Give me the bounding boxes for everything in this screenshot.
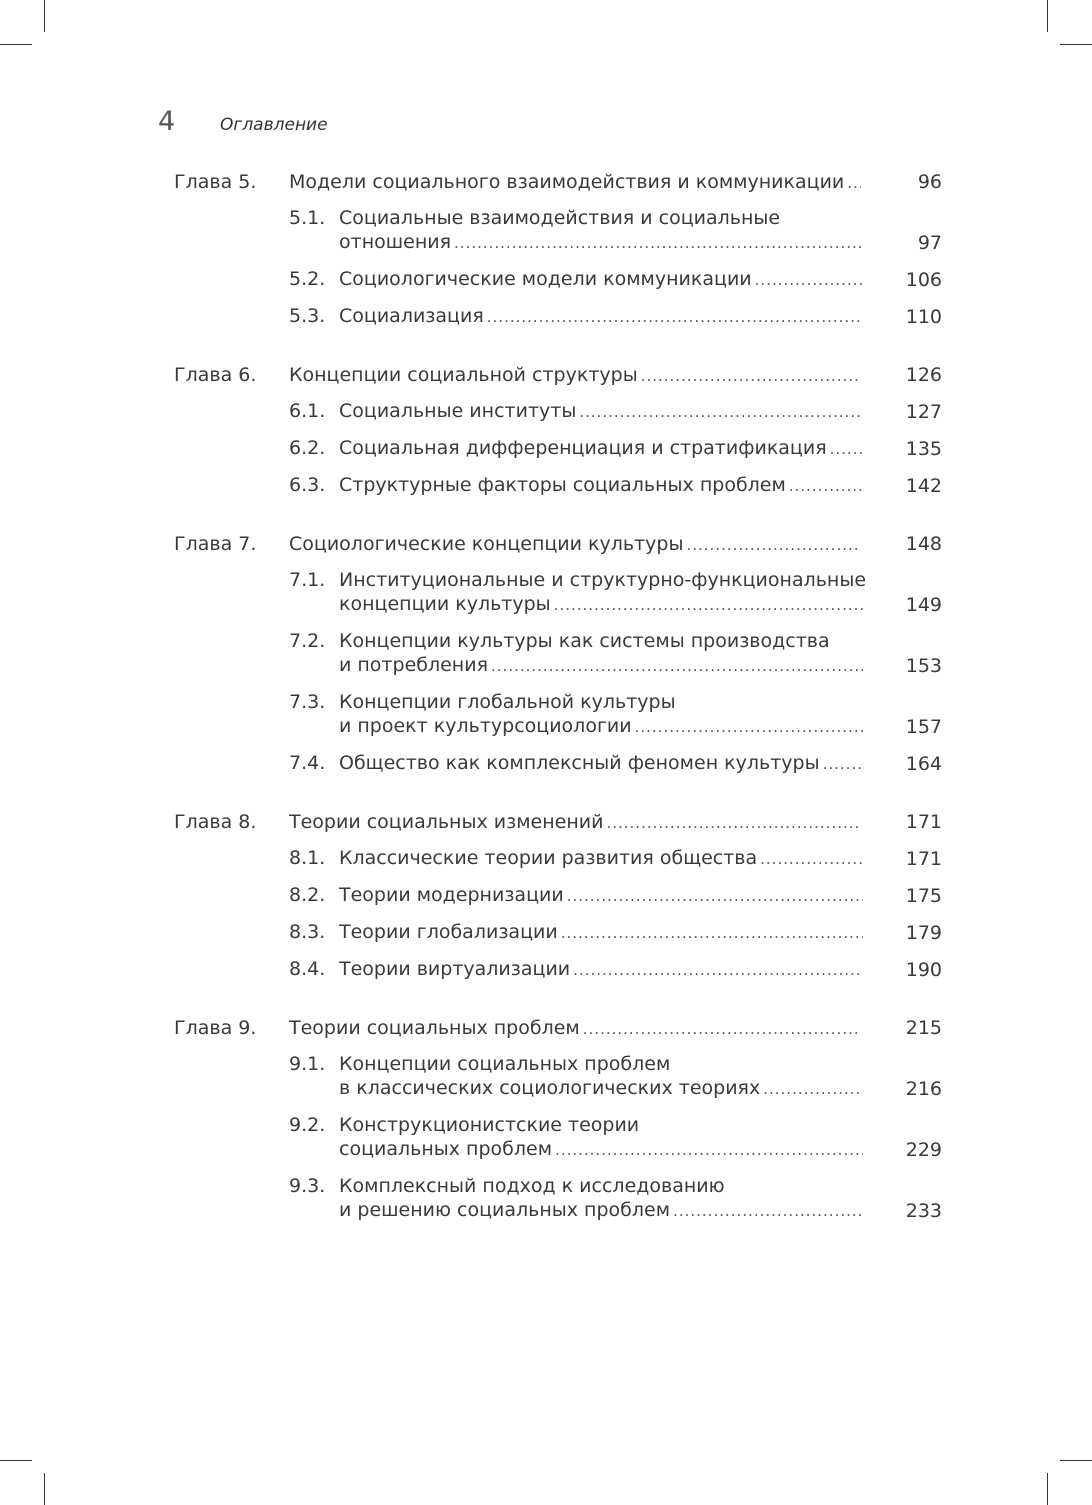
dot-leader (830, 437, 863, 461)
section-number: 5.2. (289, 268, 326, 290)
section-title-wrap (339, 436, 863, 461)
section-body (339, 568, 867, 617)
section-title-line1: Комплексный подход к исследованию (339, 1175, 725, 1197)
dot-leader (554, 593, 863, 617)
section-number: 6.1. (289, 400, 326, 422)
section-body (339, 629, 863, 678)
chapter-label: Глава 6. (174, 364, 257, 386)
chapter-entry[interactable] (174, 164, 942, 200)
toc-chapter (174, 357, 942, 504)
section-page-number: 127 (905, 401, 942, 423)
section-title: Структурные факторы социальных проблем (339, 474, 786, 496)
section-entry[interactable] (174, 840, 942, 877)
section-title: Теории виртуализации (339, 958, 571, 980)
section-number: 5.1. (289, 207, 326, 229)
section-entry[interactable] (174, 393, 942, 430)
section-number: 9.1. (289, 1053, 326, 1075)
dot-leader (760, 847, 863, 871)
section-title: Общество как комплексный феномен культуры (339, 752, 820, 774)
section-title-wrap (339, 1076, 863, 1101)
crop-mark (44, 0, 45, 32)
section-number: 7.4. (289, 752, 326, 774)
chapter-title-wrap (289, 1016, 861, 1041)
section-title-wrap (339, 957, 863, 982)
dot-leader (789, 474, 863, 498)
section-page-number: 171 (905, 848, 942, 870)
table-of-contents (174, 164, 942, 1251)
section-number: 9.3. (289, 1175, 326, 1197)
dot-leader (823, 752, 863, 776)
section-title: в классических социологических теориях (339, 1077, 761, 1099)
section-title-wrap (339, 304, 863, 329)
section-body (339, 1113, 863, 1162)
chapter-title: Теории социальных проблем (289, 1016, 580, 1039)
crop-mark (1060, 1460, 1092, 1461)
toc-chapter (174, 804, 942, 988)
section-number: 6.2. (289, 437, 326, 459)
section-page-number: 149 (905, 594, 942, 616)
dot-leader (555, 1138, 863, 1162)
chapter-label: Глава 8. (174, 811, 257, 833)
chapter-page-number: 171 (905, 811, 942, 833)
section-title-line1: Институциональные и структурно-функциональные (339, 569, 867, 591)
section-title: Социологические модели коммуникации (339, 268, 752, 290)
chapter-title: Социологические концепции культуры (289, 532, 684, 555)
section-entry[interactable] (174, 430, 942, 467)
toc-chapter (174, 164, 942, 335)
chapter-page-number: 126 (905, 364, 942, 386)
chapter-title-wrap (289, 810, 861, 835)
section-entry[interactable] (174, 298, 942, 335)
dot-leader (491, 654, 863, 678)
crop-mark (0, 44, 32, 45)
section-title-wrap (339, 1198, 863, 1223)
dot-leader (635, 715, 863, 739)
section-body (339, 436, 863, 461)
section-title-line1: Концепции глобальной культуры (339, 691, 676, 713)
section-title: и проект культурсоциологии (339, 715, 632, 737)
section-page-number: 190 (905, 959, 942, 981)
chapter-page-number: 148 (905, 533, 942, 555)
section-entry[interactable] (174, 562, 942, 623)
section-entry[interactable] (174, 951, 942, 988)
section-title: концепции культуры (339, 593, 551, 615)
section-title-wrap (339, 592, 863, 617)
dot-leader (606, 811, 861, 835)
section-body (339, 957, 863, 982)
section-title-wrap (339, 267, 863, 292)
section-title-line1: Концепции социальных проблем (339, 1053, 671, 1075)
section-title-wrap (339, 230, 863, 255)
section-page-number: 216 (905, 1078, 942, 1100)
section-title-wrap (339, 653, 863, 678)
section-title-wrap (339, 920, 863, 945)
section-body (339, 920, 863, 945)
section-title: и потребления (339, 654, 489, 676)
chapter-entry[interactable] (174, 357, 942, 393)
section-title-line1: Социальные взаимодействия и социальные (339, 207, 781, 229)
toc-chapter (174, 1010, 942, 1229)
section-page-number: 97 (917, 232, 942, 254)
section-page-number: 153 (905, 655, 942, 677)
section-number: 9.2. (289, 1114, 326, 1136)
section-page-number: 229 (905, 1139, 942, 1161)
dot-leader (847, 171, 861, 195)
section-body (339, 304, 863, 329)
section-title: Социализация (339, 305, 484, 327)
chapter-title: Модели социального взаимодействия и коммуникации (289, 170, 845, 193)
page-header (158, 106, 328, 142)
dot-leader (579, 400, 863, 424)
section-body (339, 690, 863, 739)
section-page-number: 106 (905, 269, 942, 291)
chapter-label: Глава 7. (174, 533, 257, 555)
dot-leader (763, 1077, 863, 1101)
section-body (339, 267, 863, 292)
section-entry[interactable] (174, 1168, 942, 1229)
dot-leader (487, 305, 863, 329)
section-entry[interactable] (174, 914, 942, 951)
dot-leader (583, 1017, 861, 1041)
section-title-wrap (339, 1137, 863, 1162)
chapter-title: Теории социальных изменений (289, 810, 604, 833)
section-entry[interactable] (174, 200, 942, 261)
chapter-label: Глава 9. (174, 1017, 257, 1039)
section-body (339, 473, 863, 498)
section-entry[interactable] (174, 1107, 942, 1168)
chapter-title: Концепции социальной структуры (289, 363, 638, 386)
section-title: Социальная дифференциация и стратификация (339, 437, 827, 459)
dot-leader (755, 268, 863, 292)
section-body (339, 883, 863, 908)
section-page-number: 233 (905, 1200, 942, 1222)
dot-leader (567, 884, 863, 908)
section-number: 8.3. (289, 921, 326, 943)
section-entry[interactable] (174, 1046, 942, 1107)
chapter-label: Глава 5. (174, 171, 257, 193)
section-body (339, 399, 863, 424)
running-title: Оглавление (220, 115, 328, 135)
crop-mark (1047, 0, 1048, 32)
crop-mark (1047, 1473, 1048, 1505)
chapter-title-wrap (289, 532, 861, 557)
section-body (339, 1052, 863, 1101)
section-number: 8.4. (289, 958, 326, 980)
section-title: отношения (339, 231, 452, 253)
section-number: 8.1. (289, 847, 326, 869)
chapter-page-number: 215 (905, 1017, 942, 1039)
section-title-line1: Конструкционистские теории (339, 1114, 640, 1136)
section-body (339, 206, 863, 255)
section-body (339, 1174, 863, 1223)
section-title-wrap (339, 714, 863, 739)
section-number: 7.2. (289, 630, 326, 652)
crop-mark (44, 1473, 45, 1505)
dot-leader (561, 921, 863, 945)
section-number: 6.3. (289, 474, 326, 496)
section-title-wrap (339, 846, 863, 871)
dot-leader (573, 958, 863, 982)
chapter-entry[interactable] (174, 526, 942, 562)
section-page-number: 157 (905, 716, 942, 738)
section-title-wrap (339, 883, 863, 908)
section-number: 7.1. (289, 569, 326, 591)
chapter-entry[interactable] (174, 804, 942, 840)
section-title: и решению социальных проблем (339, 1199, 671, 1221)
crop-mark (1060, 44, 1092, 45)
toc-chapter (174, 526, 942, 782)
section-title-wrap (339, 473, 863, 498)
section-body (339, 751, 863, 776)
section-page-number: 175 (905, 885, 942, 907)
section-page-number: 110 (905, 306, 942, 328)
dot-leader (454, 231, 863, 255)
section-entry[interactable] (174, 261, 942, 298)
section-page-number: 164 (905, 753, 942, 775)
section-page-number: 179 (905, 922, 942, 944)
section-number: 7.3. (289, 691, 326, 713)
section-title: Социальные институты (339, 400, 577, 422)
section-number: 5.3. (289, 305, 326, 327)
section-entry[interactable] (174, 623, 942, 684)
section-number: 8.2. (289, 884, 326, 906)
dot-leader (686, 533, 861, 557)
section-title-line1: Концепции культуры как системы производства (339, 630, 830, 652)
section-title: Теории модернизации (339, 884, 564, 906)
chapter-title-wrap (289, 363, 861, 388)
section-title-wrap (339, 399, 863, 424)
section-title-wrap (339, 751, 863, 776)
section-entry[interactable] (174, 877, 942, 914)
section-title: Классические теории развития общества (339, 847, 758, 869)
crop-mark (0, 1460, 32, 1461)
chapter-page-number: 96 (917, 171, 942, 193)
section-entry[interactable] (174, 684, 942, 745)
section-title: социальных проблем (339, 1138, 553, 1160)
chapter-title-wrap (289, 170, 861, 195)
chapter-entry[interactable] (174, 1010, 942, 1046)
section-body (339, 846, 863, 871)
section-title: Теории глобализации (339, 921, 558, 943)
section-entry[interactable] (174, 467, 942, 504)
dot-leader (641, 364, 861, 388)
dot-leader (673, 1199, 863, 1223)
section-page-number: 142 (905, 475, 942, 497)
section-entry[interactable] (174, 745, 942, 782)
page-number: 4 (158, 106, 176, 137)
section-page-number: 135 (905, 438, 942, 460)
